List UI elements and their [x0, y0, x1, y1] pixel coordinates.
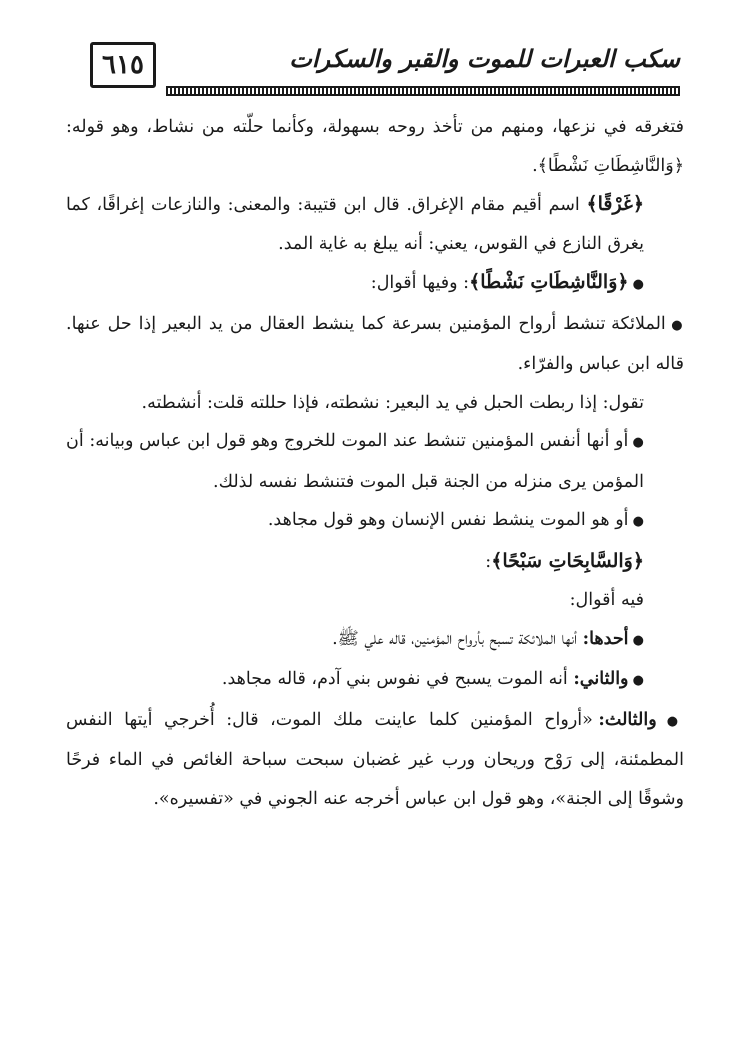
quran-quote: ﴿وَالنَّاشِطَاتِ نَشْطًا﴾	[469, 271, 629, 293]
paragraph: فيه أقوال:	[569, 590, 644, 610]
page-body	[66, 108, 684, 818]
page-number: ٦١٥	[102, 50, 144, 80]
header-rule	[166, 86, 680, 96]
quran-quote: ﴿وَالسَّابِحَاتِ سَبْحًا﴾	[491, 549, 644, 572]
bullet-item: ● ﴿وَالنَّاشِطَاتِ نَشْطًا﴾: وفيها أقوال:	[66, 263, 684, 305]
paragraph: ﴿وَالسَّابِحَاتِ سَبْحًا﴾:	[485, 549, 644, 572]
bullet-item: ● الملائكة تنشط أرواح المؤمنين بسرعة كما ينشط العقال من يد البعير إذا حل عنها. قاله ابن عباس والفرّاء.	[66, 305, 684, 384]
bullet-item: ● والثالث: «أرواح المؤمنين كلما عاينت ملك الموت، قال: أُخرجي أيتها النفس المطمئنة، إلى رَوْح وريحان ورب غير غضبان سبحت سباحة الغائص في الماء فرحًا وشوقًا إلى الجنة»، وهو قول ابن عباس أخرجه عنه الجوني في «تفسيره».	[66, 701, 684, 819]
item-label: أحدها:	[582, 628, 629, 649]
quran-quote: ﴿غَرْقًا﴾	[586, 193, 644, 215]
paragraph: فتغرقه في نزعها، ومنهم من تأخذ روحه بسهولة، وكأنما حلّته من نشاط، وهو قوله: ﴿وَالنَّاشِطَاتِ نَشْطًا﴾.	[66, 117, 684, 176]
page-header	[84, 38, 680, 100]
paragraph: ﴿غَرْقًا﴾ اسم أقيم مقام الإغراق. قال ابن قتيبة: والمعنى: والنازعات إغراقًا، كما يغرق النازع في القوس، يعني: أنه يبلغ به غاية المد.	[66, 193, 644, 254]
bullet-item: ● أحدها: أنها الملائكة تسبح بأرواح المؤمنين، قاله علي ﷺ.	[66, 620, 684, 661]
page-number-box	[90, 42, 156, 88]
running-title: سكب العبرات للموت والقبر والسكرات	[289, 44, 680, 73]
paragraph: تقول: إذا ربطت الحبل في يد البعير: نشطته، فإذا حللته قلت: أنشطته.	[141, 392, 644, 413]
bullet-item: ● أو أنها أنفس المؤمنين تنشط عند الموت للخروج وهو قول ابن عباس وبيانه: أن المؤمن يرى منزله من الجنة قبل الموت فتنشط نفسه لذلك.	[66, 422, 684, 501]
bullet-item: ● والثاني: أنه الموت يسبح في نفوس بني آدم، قاله مجاهد.	[66, 660, 684, 701]
item-label: والثالث:	[598, 709, 657, 730]
bullet-item: ● أو هو الموت ينشط نفس الإنسان وهو قول مجاهد.	[66, 501, 684, 542]
item-label: والثاني:	[573, 669, 629, 689]
